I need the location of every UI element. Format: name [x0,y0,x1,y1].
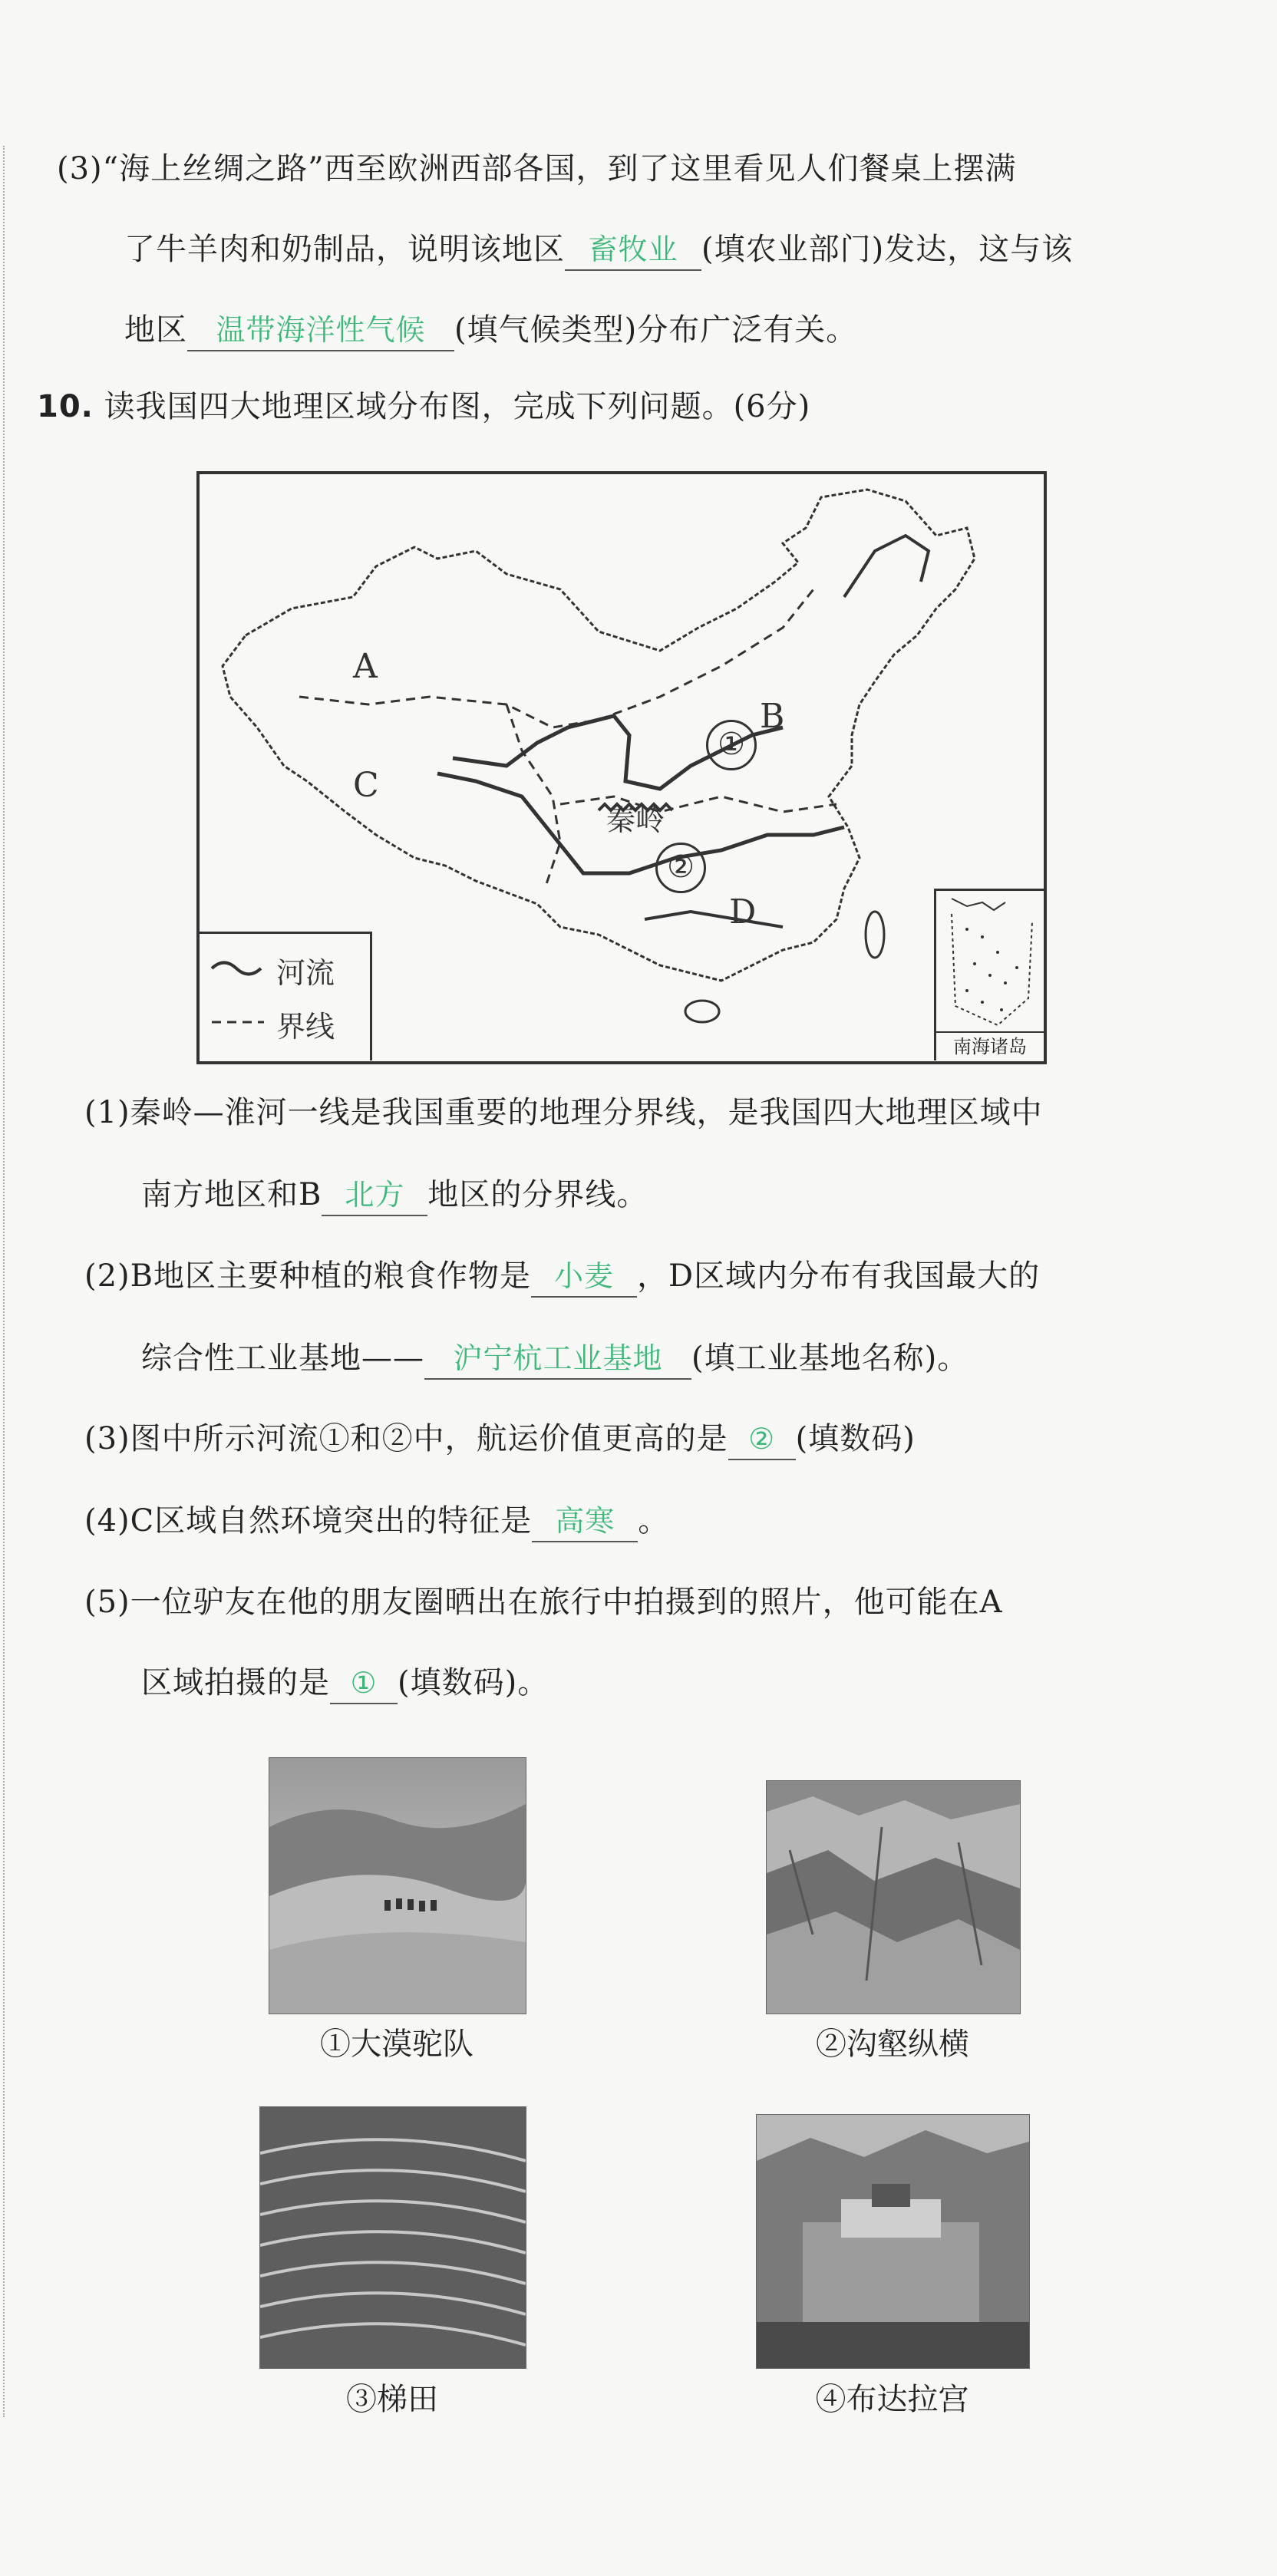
q9-part3-text: 地区 [124,312,187,348]
photo-caption-3: ③梯田 [346,2382,438,2417]
photo-potala-svg [757,2115,1029,2368]
q9-part3-line2 [124,226,1073,272]
photo-caption-1: ①大漠驼队 [320,2027,474,2062]
q9-part3-text: (3)“海上丝绸之路”西至欧洲西部各国，到了这里看见人们餐桌上摆满 [57,151,1017,186]
river-number-1: ① [706,720,757,770]
q10-p4-text: 。 [638,1503,670,1539]
q10-p2-text: (填工业基地名称)。 [691,1341,969,1376]
q10-p2-text: ，D区域内分布有我国最大的 [637,1258,1041,1294]
q10-p1-text: 南方地区和B [141,1177,322,1212]
q9-part3-line3 [124,307,857,353]
photo-desert-camels [269,1757,526,2014]
inset-dashed-line [952,914,1032,1025]
q10-stem [37,384,810,430]
legend-boundary-label: 界线 [276,1010,335,1044]
photo-gullies [766,1780,1021,2014]
q10-p5-text: 区域拍摄的是 [141,1665,330,1700]
q10-p5-text: (填数码)。 [398,1665,549,1700]
boundary-line-qinling-huaihe [560,797,836,812]
answer-blank-climate: 温带海洋性气候 [187,310,454,351]
q10-p1-line2 [141,1172,648,1218]
photo-terraces-svg [260,2107,526,2368]
south-china-sea-inset [934,889,1044,1060]
inset-islands-svg [936,891,1044,1033]
q10-p2-line1 [84,1253,1040,1299]
q10-p1-line1 [84,1090,1043,1136]
photo-caption-4: ④布达拉宫 [815,2382,969,2417]
river-number-2: ② [655,843,706,893]
region-label-b: B [760,697,785,736]
boundary-line-tibet [507,704,560,889]
q10-p2-text: (2)B地区主要种植的粮食作物是 [84,1258,532,1294]
q10-p5-text: (5)一位驴友在他的朋友圈晒出在旅行中拍摄到的照片，他可能在A [84,1585,1003,1620]
q10-p3-text: (3)图中所示河流①和②中，航运价值更高的是 [84,1421,728,1456]
photo-potala-palace [756,2114,1030,2369]
question-stem: 读我国四大地理区域分布图，完成下列问题。(6分) [104,389,811,424]
inset-islands [965,928,1018,1011]
map-legend [200,932,372,1060]
answer-blank-river: ② [728,1419,796,1460]
china-regions-map [196,471,1047,1064]
answer-blank-environment: 高寒 [532,1501,638,1542]
hainan-island [685,1001,719,1022]
question-number: 10. [37,389,94,424]
answer-blank-crop: 小麦 [531,1256,637,1298]
answer-blank-industry: 沪宁杭工业基地 [424,1338,691,1380]
photo-terraces [259,2106,526,2369]
answer-blank-photo: ① [330,1663,398,1704]
q9-part3-text: (填农业部门)发达，这与该 [701,232,1074,267]
q10-p1-text: 地区的分界线。 [427,1177,648,1212]
q10-p5-line1 [84,1579,1003,1625]
region-label-a: A [353,647,378,686]
photo-caption-2: ②沟壑纵横 [816,2027,969,2062]
q9-part3-line1 [57,146,1017,192]
region-label-c: C [353,766,379,805]
q9-part3-text: 了牛羊肉和奶制品，说明该地区 [124,232,565,267]
inset-coast [952,899,1005,910]
river-pearl [645,912,783,927]
q10-p2-line2 [141,1335,968,1381]
q10-p3-line [84,1416,916,1462]
q10-p5-line2 [141,1660,549,1706]
legend-river-label: 河流 [276,956,335,990]
q10-p4-text: (4)C区域自然环境突出的特征是 [84,1503,533,1539]
q10-p4-line [84,1498,669,1544]
qinling-label: 秦岭 [606,803,665,837]
answer-blank-north: 北方 [322,1175,427,1216]
inset-caption: 南海诸岛 [936,1031,1044,1060]
china-border [223,490,975,981]
answer-blank-agriculture: 畜牧业 [565,229,701,271]
q9-part3-text: (填气候类型)分布广泛有关。 [454,312,858,348]
legend-river-symbol [212,963,261,975]
photo-gullies-svg [767,1781,1020,2014]
photo-desert-svg [269,1758,526,2014]
q10-p1-text: (1)秦岭—淮河一线是我国重要的地理分界线，是我国四大地理区域中 [84,1095,1043,1130]
taiwan-island [866,912,884,958]
q10-p3-text: (填数码) [795,1421,916,1456]
margin-dotted-line [3,146,5,2417]
legend-symbols [210,934,272,1057]
q10-p2-text: 综合性工业基地—— [141,1341,424,1376]
river-northeast [844,536,929,597]
region-label-d: D [729,892,757,932]
